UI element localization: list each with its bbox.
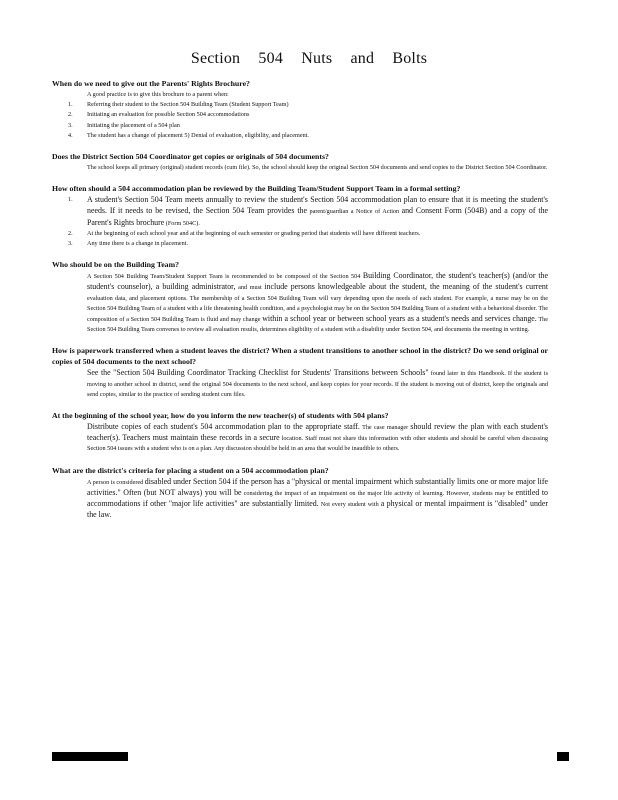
list-number: 1. [68, 196, 73, 204]
section-district-criteria [52, 465, 548, 522]
list-item: 4. The student has a change of placement 5) Denial of evaluation, eligibility, and placement. [68, 131, 548, 141]
list-number: 2. [68, 229, 73, 237]
question-heading: Who should be on the Building Team? [52, 260, 179, 270]
list-number: 3. [68, 121, 73, 129]
question-heading: When do we need to give out the Parents' Rights Brochure? [52, 79, 250, 88]
section-building-team [52, 259, 548, 335]
question-heading: Does the District Section 504 Coordinator get copies or originals of 504 documents? [52, 152, 329, 162]
answer-text: A person is considered disabled under Section 504 if the person has a "physical or mental impairment which substantially limits one or more major life activities." Often (but NOT always) you will be considering the impact of an impairment on the major life activity of learning. However, students may be entitled to accommodations if other "major life activities" are substantially limited. Not every student with a physical or mental impairment is "disabled" under the law. [87, 476, 548, 520]
list-item: 3. Initiating the placement of a 504 plan [68, 121, 548, 131]
question-heading: How is paperwork transferred when a student leaves the district? When a student transitions to another school in the district? Do we send original or copies of 504 documents to the next school? [52, 346, 548, 367]
list-number: 1. [68, 101, 73, 109]
footer-page-mark [557, 752, 569, 761]
list-number: 2. [68, 111, 73, 119]
section-review-frequency [52, 183, 548, 249]
section-paperwork-transfer [52, 345, 548, 400]
document-body [52, 78, 548, 531]
answer-text: A good practice is to give this brochure to a parent when: [87, 91, 229, 98]
list-item: 1. Referring their student to the Section 504 Building Team (Student Support Team) [68, 100, 548, 110]
question-heading: What are the district's criteria for placing a student on a 504 accommodation plan? [52, 465, 329, 475]
list-item: 1. A student's Section 504 Team meets annually to review the student's Section 504 accommodation plan to ensure that it is meeting the student's needs. If it needs to be revised, the Section 504 Team provides the parent/guardian a Notice of Action and Consent Form (504B) and a copy of the Parent's Rights brochure (Form 504C). [68, 195, 548, 229]
list-item: 3. Any time there is a change in placement. [68, 239, 548, 249]
question-heading: How often should a 504 accommodation plan be reviewed by the Building Team/Student Support Team in a formal setting? [52, 184, 461, 194]
list-number: 4. [68, 131, 73, 139]
answer-text: See the "Section 504 Building Coordinator Tracking Checklist for Students' Transitions between Schools" found later in this Handbook. If the student is moving to another school in district, send the original 504 documents to the next school, and keep copies for your records. If the student is moving out of district, keep the originals and send copies, similar to the practice of sending student cum files. [87, 368, 549, 398]
footer-redaction-bar [52, 752, 128, 761]
document-title: Section 504 Nuts and Bolts [190, 50, 428, 67]
answer-text: The school keeps all primary (original) student records (cum file). So, the school should keep the original Section 504 documents and send copies to the District Section 504 Coordinator. [87, 164, 548, 172]
section-parents-rights [52, 78, 548, 141]
list-number: 3. [68, 240, 73, 248]
answer-text: A Section 504 Building Team/Student Support Team is recommended to be composed of the Section 504 Building Coordinator, the student's teacher(s) (and/or the student's counselor), a building administrator, and must include persons knowledgeable about the student, the meaning of the student's current evaluation data, and placement options. The membership of a Section 504 Building Team will vary depending upon the needs of each student. For example, a nurse may be on the Section 504 Building Team of a student with a life threatening health condition, and a psychologist may be on the Section 504 Building Team of a student with a behavioral disorder. The composition of a Section 504 Building Team is fluid and may change within a school year or between school years as a student's needs and services change. The Section 504 Building Team convenes to review all evaluation results, determines eligibility of a student with a disability under Section 504, and documents the meeting in writing. [87, 271, 549, 334]
question-heading: At the beginning of the school year, how do you inform the new teacher(s) of students with 504 plans? [52, 411, 389, 421]
list-item: 2. At the beginning of each school year and at the beginning of each semester or grading period that students will have different teachers. [68, 229, 548, 239]
section-inform-teachers [52, 410, 548, 455]
list-item: 2. Initiating an evaluation for possible Section 504 accommodations [68, 110, 548, 120]
section-coordinator-copies [52, 151, 548, 173]
answer-text: Distribute copies of each student's 504 accommodation plan to the appropriate staff. The case manager should review the plan with each student's teacher(s). Teachers must maintain these records in a secure location. Staff must not share this information with other students and should be careful when discussing Section 504 issues with a student who is on a plan. Any discussion should be held in an area that would be inaudible to others. [87, 422, 549, 453]
